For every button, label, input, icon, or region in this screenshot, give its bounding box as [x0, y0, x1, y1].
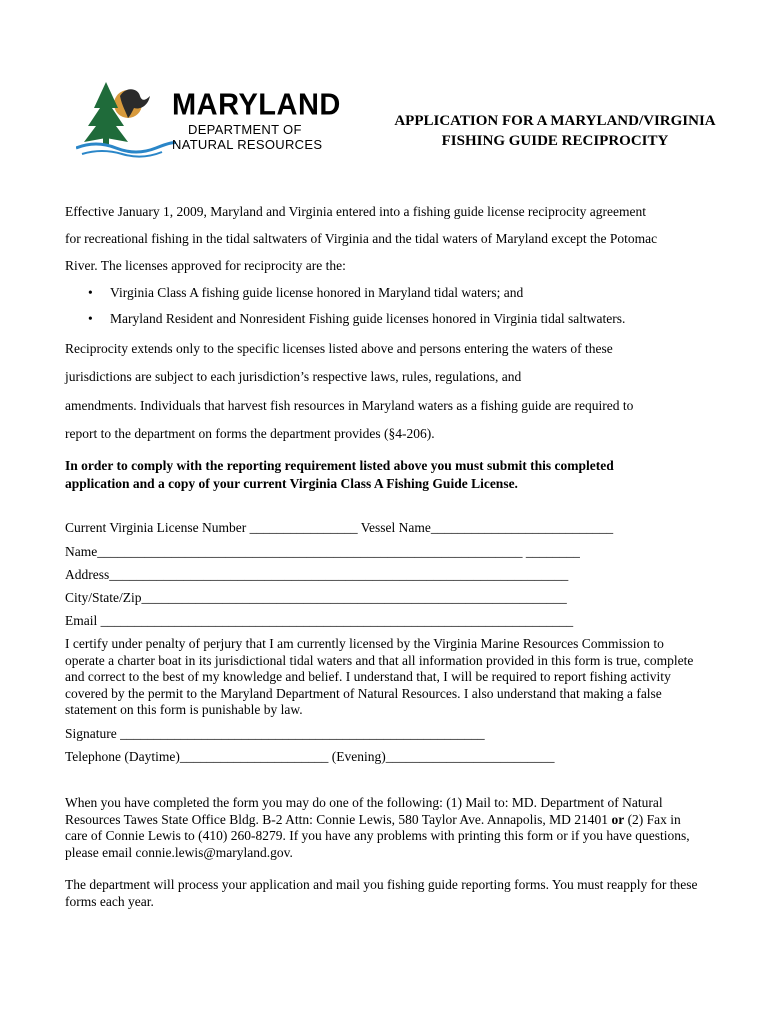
- title-line2: FISHING GUIDE RECIPROCITY: [441, 133, 669, 149]
- tree-and-heron-icon: [76, 78, 176, 158]
- reciprocity-line2: jurisdictions are subject to each jurisdiction’s respective laws, rules, regulations, and: [65, 369, 522, 384]
- processing-note: The department will process your application and mail you fishing guide reporting forms. You must reapply for these forms each year.: [65, 877, 698, 909]
- license-vessel-field[interactable]: Current Virginia License Number ________________ Vessel Name___________________________: [65, 520, 614, 535]
- certification-text: I certify under penalty of perjury that I am currently licensed by the Virginia Marine Resources Commission to operate a charter boat in its jurisdictional tidal waters and that all information provided in this form is true, complete and correct to the best of my knowledge and belief. I understand that, I will be required to report fishing activity covered by the permit to the Maryland Department of Natural Resources. I also understand that making a false statement on this form is punishable by law.: [65, 636, 694, 717]
- signature-line[interactable]: ______________________________________________________: [120, 726, 485, 741]
- signature-label: Signature: [65, 726, 117, 741]
- bullet-item: Virginia Class A fishing guide license honored in Maryland tidal waters; and: [110, 285, 524, 300]
- requirement-line1: In order to comply with the reporting requirement listed above you must submit this completed: [65, 458, 614, 473]
- bullet-item: Maryland Resident and Nonresident Fishing guide licenses honored in Virginia tidal saltwaters.: [110, 311, 626, 326]
- submission-part2: (2) Fax in care of Connie Lewis to (410) 260-8279. If you have any problems with printing this form or if you have questions, please email connie.lewis@maryland.gov.: [65, 811, 690, 860]
- reciprocity-line4: report to the department on forms the department provides (§4-206).: [65, 426, 435, 441]
- intro-line1: Effective January 1, 2009, Maryland and Virginia entered into a fishing guide license reciprocity agreement: [65, 204, 646, 219]
- page-title: [340, 111, 770, 151]
- telephone-field[interactable]: Telephone (Daytime)______________________ (Evening)_________________________: [65, 749, 555, 764]
- address-field[interactable]: Address____________________________________________________________________: [65, 567, 569, 582]
- logo-dept-line2: NATURAL RESOURCES: [172, 137, 323, 152]
- email-field[interactable]: Email ______________________________________________________________________: [65, 613, 574, 628]
- submission-instructions: [65, 795, 705, 861]
- title-line1: APPLICATION FOR A MARYLAND/VIRGINIA: [394, 113, 716, 129]
- submission-part1: When you have completed the form you may do one of the following: (1) Mail to: MD. Department of Natural Resources Tawes State Office Bldg. B-2 Attn: Connie Lewis, 580 Taylor Ave. Annapolis, MD 21401: [65, 795, 663, 827]
- intro-line2: for recreational fishing in the tidal saltwaters of Virginia and the tidal waters of Maryland except the Potomac: [65, 231, 658, 246]
- intro-line3: River. The licenses approved for reciprocity are the:: [65, 258, 346, 273]
- logo-department: [172, 122, 322, 152]
- logo-wordmark: MARYLAND: [172, 88, 341, 122]
- reciprocity-line3: amendments. Individuals that harvest fish resources in Maryland waters as a fishing guide are required to: [65, 398, 634, 413]
- dnr-logo: [76, 78, 341, 158]
- requirement-line2: application and a copy of your current Virginia Class A Fishing Guide License.: [65, 476, 518, 491]
- bullet-marker: •: [88, 285, 93, 300]
- logo-dept-line1: DEPARTMENT OF: [188, 122, 302, 137]
- bullet-marker: •: [88, 311, 93, 326]
- city-state-zip-field[interactable]: City/State/Zip_______________________________________________________________: [65, 590, 567, 605]
- reciprocity-line1: Reciprocity extends only to the specific licenses listed above and persons entering the waters of these: [65, 341, 613, 356]
- signature-row[interactable]: [65, 726, 485, 742]
- name-field[interactable]: Name_______________________________________________________________ ________: [65, 544, 580, 559]
- submission-or: or: [611, 811, 625, 827]
